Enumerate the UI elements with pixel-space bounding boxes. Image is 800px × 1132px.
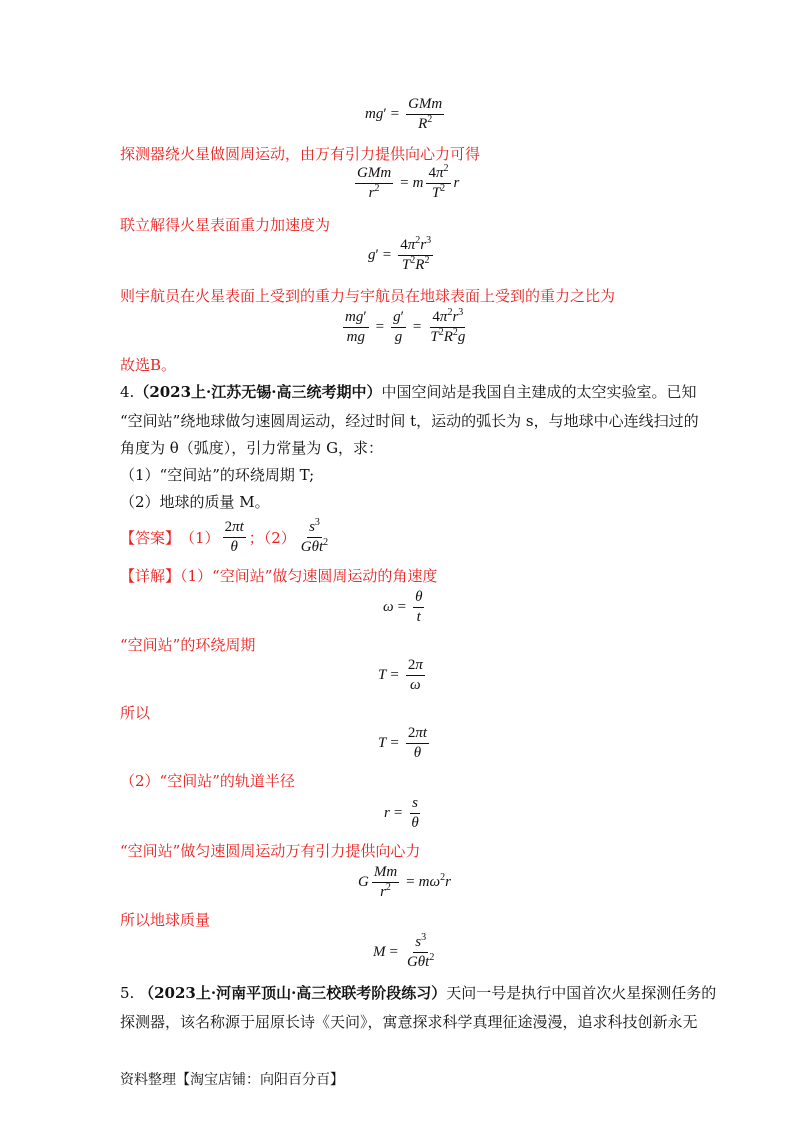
detail-text: （1）“空间站”做匀速圆周运动的角速度 [180, 567, 438, 585]
equation-mars-gravity: g′ = $\frac{4\pi^2r^3}{T^2R^2}$ [368, 235, 432, 273]
footer-note: 资料整理【淘宝店铺：向阳百分百】 [120, 1072, 344, 1088]
question-source: （2023上·江苏无锡·高三统考期中） [134, 383, 382, 401]
detail-line [120, 565, 437, 587]
equation-radius: r = $\frac{s}{\theta}$ [384, 795, 419, 831]
question-text: 天问一号是执行中国首次火星探测任务的 [446, 984, 717, 1002]
detail-label: 【详解】 [120, 567, 181, 585]
text-line: “空间站”的环绕周期 [120, 636, 256, 654]
question-text: 中国空间站是我国自主建成的太空实验室。已知 [381, 383, 697, 401]
text-line: （1）“空间站”的环绕周期 T; [120, 466, 315, 484]
text-line: 探测器绕火星做圆周运动，由万有引力提供向心力可得 [120, 145, 481, 163]
text-line: 故选B。 [120, 356, 177, 374]
text-line: “空间站”绕地球做匀速圆周运动，经过时间 t，运动的弧长为 s，与地球中心连线扫过的 [120, 412, 699, 430]
equation-period-omega: T = $\frac{2\pi}{\omega}$ [378, 657, 423, 693]
text-line: “空间站”做匀速圆周运动万有引力提供向心力 [120, 842, 421, 860]
text-line: 联立解得火星表面重力加速度为 [120, 216, 331, 234]
text-line: 探测器，该名称源于屈原长诗《天问》，寓意探求科学真理征途漫漫，追求科技创新永无 [120, 1013, 698, 1031]
equation-centripetal: $\frac{\text{GMm}}{r^2}$ = m $\frac{4\pi^2}{T^2}$ r [357, 163, 460, 201]
question-5-line [120, 982, 716, 1004]
answer-part-1: （1） [180, 529, 220, 547]
question-source: （2023上·河南平顶山·高三校联考阶段练习） [139, 984, 447, 1002]
answer-separator: ；（2） [248, 529, 296, 547]
question-number: 4. [120, 383, 135, 401]
question-4-line [120, 381, 697, 403]
answer-line: 【答案】 （1） $\frac{2\pi t}{\theta}$ ；（2） $\frac{s^3}{G\theta t^2}$ [120, 517, 329, 555]
text-line: 所以 [120, 704, 151, 722]
equation-period: T = $\frac{2\pi t}{\theta}$ [378, 725, 427, 761]
answer-label: 【答案】 [120, 529, 181, 547]
equation-gravity-surface: mg′ = $\frac{\text{GMm}}{R^2}$ [365, 96, 443, 132]
equation-angular-velocity: ω = $\frac{\theta}{t}$ [383, 589, 423, 625]
text-line: （2）地球的质量 M。 [120, 493, 270, 511]
text-line: 则宇航员在火星表面上受到的重力与宇航员在地球表面上受到的重力之比为 [120, 287, 616, 305]
equation-ratio: $\frac{mg'}{mg}$ = $\frac{g'}{g}$ = $\frac{4\pi^2r^3}{T^2R^2g}$ [345, 307, 466, 345]
question-number: 5. [120, 984, 135, 1002]
equation-gravity-centripetal: G $\frac{Mm}{r^2}$ = $m\omega^2r$ [358, 864, 451, 900]
text-line: 角度为 θ（弧度），引力常量为 G，求： [120, 439, 384, 457]
text-line: 所以地球质量 [120, 911, 211, 929]
text-line: （2）“空间站”的轨道半径 [120, 772, 295, 790]
equation-earth-mass: M = $\frac{s^3}{G\theta t^2}$ [373, 932, 435, 970]
